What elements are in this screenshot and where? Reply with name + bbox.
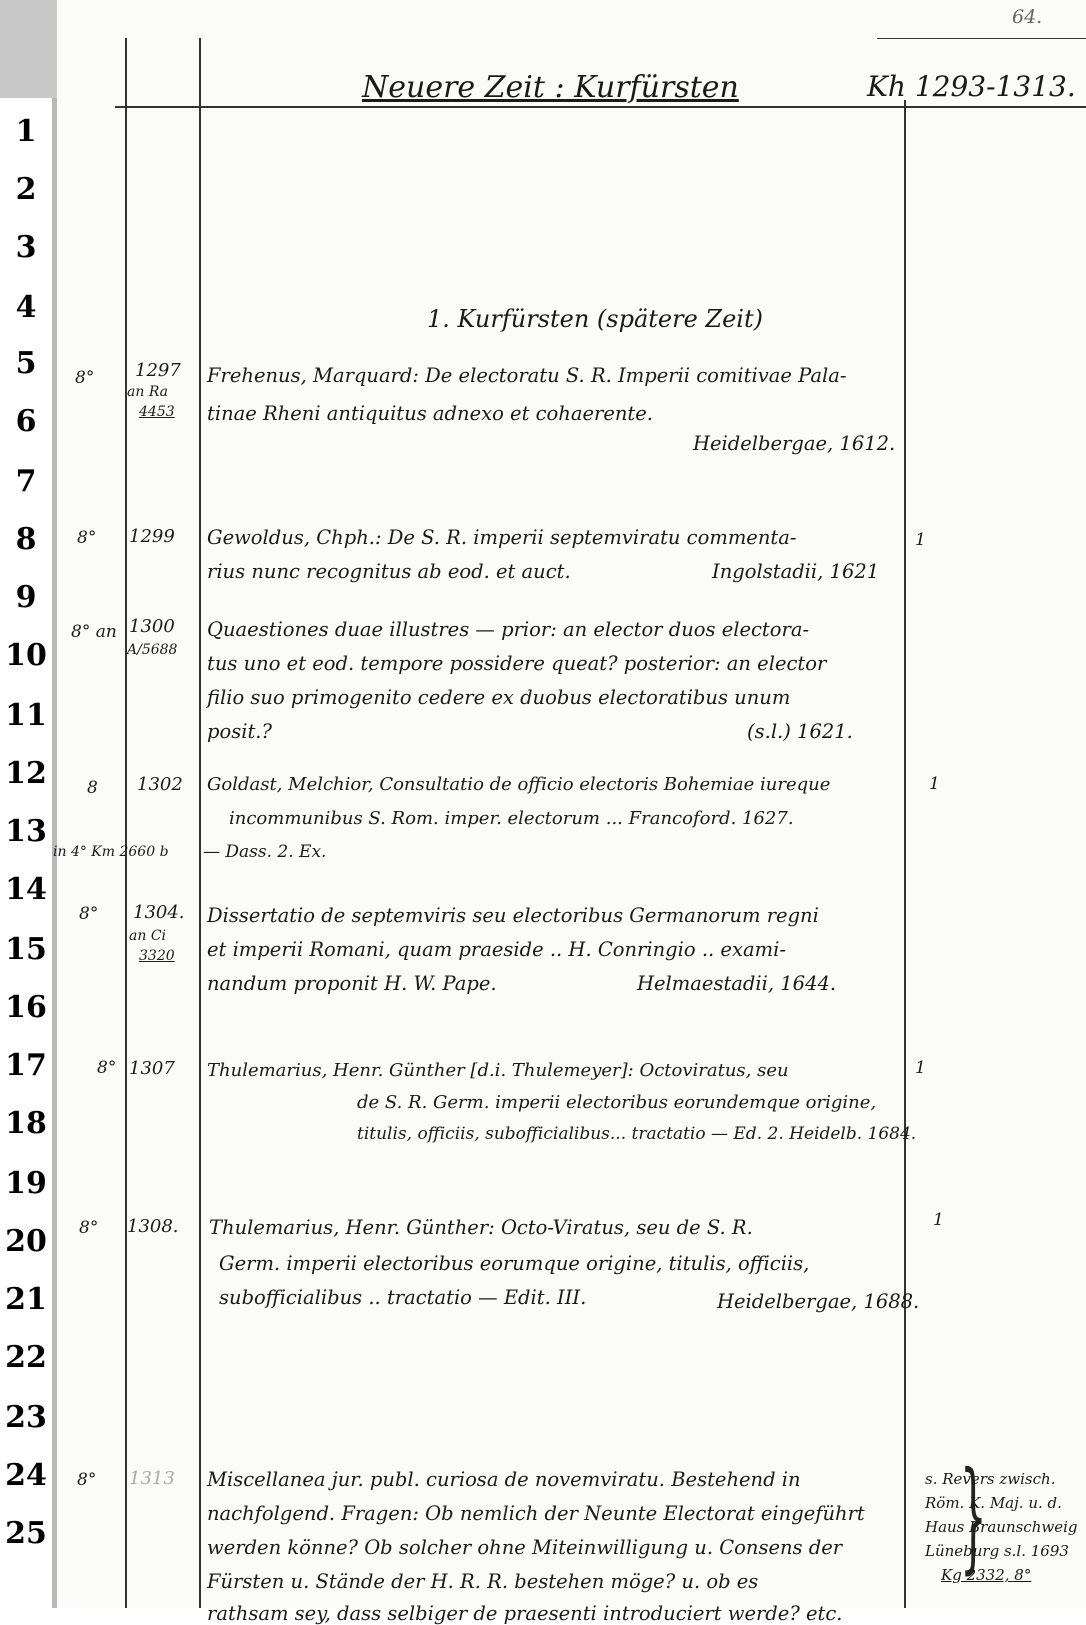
top-corner-rule bbox=[877, 38, 1086, 39]
entry-text-line: posit.? bbox=[207, 720, 272, 743]
line-number: 17 bbox=[5, 1048, 47, 1083]
line-number-gutter bbox=[0, 98, 57, 1608]
entry-number: 1313 bbox=[129, 1468, 175, 1489]
line-number: 11 bbox=[5, 698, 47, 733]
line-number: 4 bbox=[15, 290, 37, 325]
format-label: 8° bbox=[97, 1058, 117, 1078]
entry-text-line: Thulemarius, Henr. Günther: Octo-Viratus, seu de S. R. bbox=[209, 1216, 753, 1239]
entry-text-line: Quaestiones duae illustres — prior: an elector duos electora- bbox=[207, 618, 810, 641]
line-number: 13 bbox=[5, 814, 47, 849]
entry-number: 1300 bbox=[129, 616, 175, 637]
line-number: 5 bbox=[15, 346, 37, 381]
entry-text-line: rathsam sey, dass selbiger de praesenti introduciert werde? etc. bbox=[207, 1602, 843, 1625]
entry-number: 1304. bbox=[133, 902, 185, 923]
holdings-mark: 1 bbox=[929, 774, 940, 794]
ruled-column-line bbox=[125, 38, 127, 1608]
imprint: Helmaestadii, 1644. bbox=[637, 972, 837, 995]
entry-number: 1299 bbox=[129, 526, 175, 547]
shelfmark-line: 4453 bbox=[139, 404, 175, 420]
side-note-line: Lüneburg s.l. 1693 bbox=[925, 1542, 1069, 1560]
entry-number: 1307 bbox=[129, 1058, 175, 1079]
format-label: in 4° Km 2660 b bbox=[53, 844, 169, 860]
imprint: Ingolstadii, 1621 bbox=[712, 560, 880, 583]
format-label: 8° bbox=[79, 1218, 99, 1238]
entry-text-line: Fürsten u. Stände der H. R. R. bestehen möge? u. ob es bbox=[207, 1570, 759, 1593]
line-number: 2 bbox=[15, 172, 37, 207]
entry-text-line: et imperii Romani, quam praeside .. H. Conringio .. exami- bbox=[207, 938, 786, 961]
shelfmark-range: Kh 1293-1313. bbox=[867, 70, 1076, 103]
format-label: 8° bbox=[79, 904, 99, 924]
entry-text-line: Germ. imperii electoribus eorumque origine, titulis, officiis, bbox=[219, 1252, 810, 1275]
brace-icon: } bbox=[960, 1447, 987, 1586]
line-number: 10 bbox=[5, 638, 47, 673]
format-label: 8° bbox=[77, 1470, 97, 1490]
entry-text-line: filio suo primogenito cedere ex duobus electoratibus unum bbox=[207, 686, 791, 709]
section-heading: 1. Kurfürsten (spätere Zeit) bbox=[427, 305, 763, 333]
holdings-mark: 1 bbox=[915, 1058, 926, 1078]
entry-text-line: Miscellanea jur. publ. curiosa de novemviratu. Bestehend in bbox=[207, 1468, 801, 1491]
line-number: 23 bbox=[5, 1400, 47, 1435]
entry-text-line: de S. R. Germ. imperii electoribus eorundemque origine, bbox=[357, 1092, 877, 1113]
entry-text-line: nachfolgend. Fragen: Ob nemlich der Neunte Electorat eingeführt bbox=[207, 1502, 865, 1525]
side-note-line: Kg 2332, 8° bbox=[941, 1566, 1032, 1584]
page-heading: Neuere Zeit : Kurfürsten bbox=[362, 70, 739, 105]
line-number: 21 bbox=[5, 1282, 47, 1317]
format-label: 8° bbox=[75, 368, 95, 388]
line-number: 1 bbox=[15, 114, 37, 149]
line-number: 9 bbox=[15, 580, 37, 615]
shelfmark-line: an Ra bbox=[127, 384, 169, 400]
line-number: 18 bbox=[5, 1106, 47, 1141]
entry-text-line: Thulemarius, Henr. Günther [d.i. Thulemeyer]: Octoviratus, seu bbox=[207, 1060, 789, 1081]
imprint: Heidelbergae, 1688. bbox=[717, 1290, 920, 1313]
side-note-line: s. Revers zwisch. bbox=[925, 1470, 1056, 1488]
ruled-column-line bbox=[199, 38, 201, 1608]
line-number: 19 bbox=[5, 1166, 47, 1201]
ledger-page bbox=[53, 0, 1086, 1625]
line-number: 22 bbox=[5, 1340, 47, 1375]
line-number: 24 bbox=[5, 1458, 47, 1493]
side-note-line: Haus Braunschweig bbox=[925, 1518, 1078, 1536]
line-number: 25 bbox=[5, 1516, 47, 1551]
format-label: 8° bbox=[77, 528, 97, 548]
page-number: 64. bbox=[1012, 6, 1043, 28]
entry-text-line: Dissertatio de septemviris seu electoribus Germanorum regni bbox=[207, 904, 819, 927]
line-number: 8 bbox=[15, 522, 37, 557]
gutter-top-block bbox=[0, 0, 57, 98]
side-note-line: Röm. K. Maj. u. d. bbox=[925, 1494, 1062, 1512]
holdings-mark: 1 bbox=[933, 1210, 944, 1230]
entry-text-line: rius nunc recognitus ab eod. et auct. bbox=[207, 560, 571, 583]
entry-text-line: Gewoldus, Chph.: De S. R. imperii septemviratu commenta- bbox=[207, 526, 797, 549]
line-number: 14 bbox=[5, 872, 47, 907]
entry-text-line: Goldast, Melchior, Consultatio de officio electoris Bohemiae iureque bbox=[207, 774, 831, 795]
shelfmark-line: A/5688 bbox=[127, 642, 178, 658]
shelfmark-line: 3320 bbox=[139, 948, 175, 964]
entry-text-line: tinae Rheni antiquitus adnexo et cohaerente. bbox=[207, 402, 654, 425]
entry-text-line: titulis, officiis, subofficialibus... tractatio — Ed. 2. Heidelb. 1684. bbox=[357, 1124, 917, 1144]
line-number: 3 bbox=[15, 230, 37, 265]
line-number: 12 bbox=[5, 756, 47, 791]
entry-text-line: subofficialibus .. tractatio — Edit. III. bbox=[219, 1286, 587, 1309]
entry-text-line: incommunibus S. Rom. imper. electorum ... Francoford. 1627. bbox=[229, 808, 794, 829]
line-number: 15 bbox=[5, 932, 47, 967]
line-number: 16 bbox=[5, 990, 47, 1025]
entry-text-line: tus uno et eod. tempore possidere queat? posterior: an elector bbox=[207, 652, 827, 675]
header-rule bbox=[115, 106, 1086, 108]
entry-text-line: werden könne? Ob solcher ohne Miteinwilligung u. Consens der bbox=[207, 1536, 843, 1559]
entry-text-line: nandum proponit H. W. Pape. bbox=[207, 972, 497, 995]
line-number: 20 bbox=[5, 1224, 47, 1259]
ruled-column-line bbox=[904, 100, 906, 1608]
imprint: (s.l.) 1621. bbox=[747, 720, 853, 743]
entry-number: 1302 bbox=[137, 774, 183, 795]
format-label: 8 bbox=[87, 778, 98, 798]
entry-text-line: — Dass. 2. Ex. bbox=[203, 842, 327, 862]
imprint: Heidelbergae, 1612. bbox=[693, 432, 896, 455]
shelfmark-line: an Ci bbox=[129, 928, 167, 944]
format-label: 8° an bbox=[71, 622, 117, 642]
line-number: 6 bbox=[15, 404, 37, 439]
entry-number: 1297 bbox=[135, 360, 181, 381]
entry-text-line: Frehenus, Marquard: De electoratu S. R. Imperii comitivae Pala- bbox=[207, 364, 847, 387]
entry-number: 1308. bbox=[127, 1216, 179, 1237]
holdings-mark: 1 bbox=[915, 530, 926, 550]
line-number: 7 bbox=[15, 464, 37, 499]
